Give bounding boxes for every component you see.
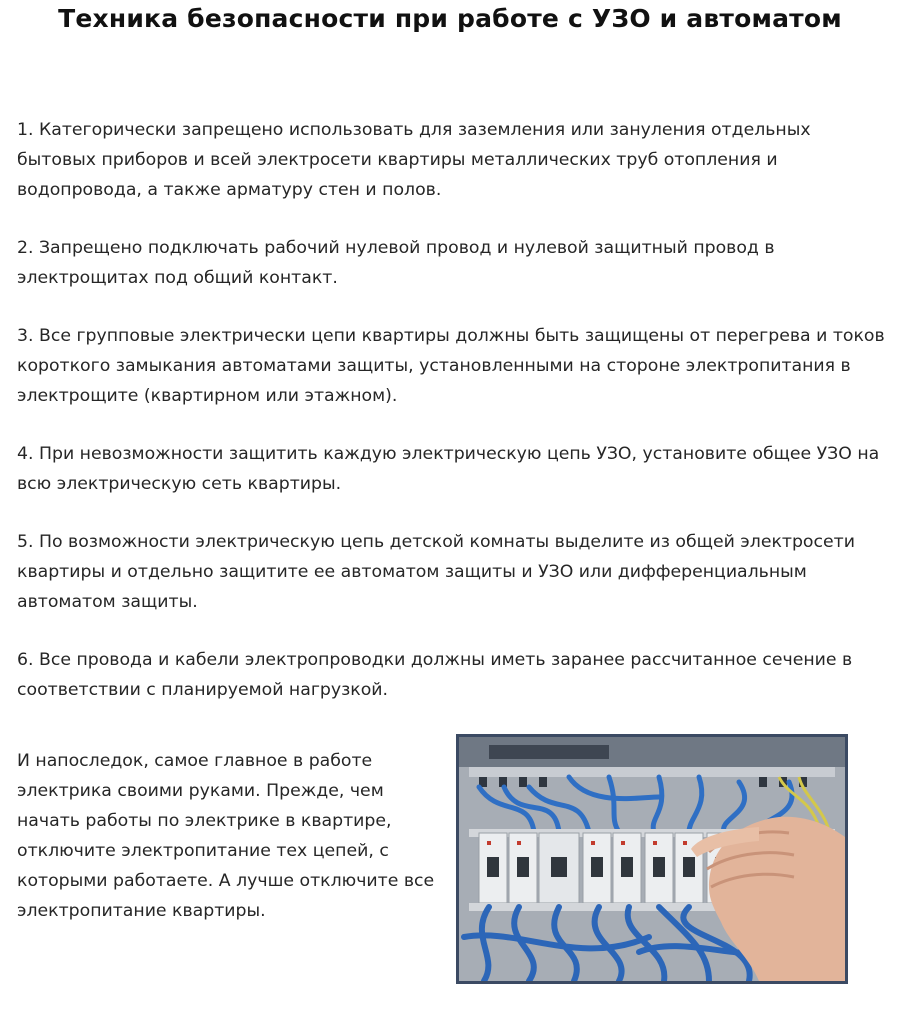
page-title: Техника безопасности при работе с УЗО и автоматом	[58, 4, 842, 33]
electrical-panel-illustration	[459, 737, 845, 981]
final-note: И напоследок, самое главное в работе электрика своими руками. Прежде, чем начать работы по электрике в квартире, отключите электропитание тех цепей, с которыми работаете. А лучше отключите все электропитание квартиры.	[17, 751, 435, 921]
rule-3: 3. Все групповые электрически цепи квартиры должны быть защищены от перегрева и токов короткого замыкания автоматами защиты, установленными на стороне электропитания в электрощите (квартирном или этажном).	[17, 326, 885, 406]
rule-6: 6. Все провода и кабели электропроводки должны иметь заранее рассчитанное сечение в соответствии с планируемой нагрузкой.	[17, 650, 853, 700]
rule-2: 2. Запрещено подключать рабочий нулевой провод и нулевой защитный провод в электрощитах под общий контакт.	[17, 238, 775, 288]
rules-list	[17, 115, 887, 733]
rule-1: 1. Категорически запрещено использовать для заземления или зануления отдельных бытовых приборов и всей электросети квартиры металлических труб отопления и водопровода, а также арматуру стен и полов.	[17, 120, 811, 200]
panel-label-strip	[489, 745, 609, 759]
electrical-panel-photo	[456, 734, 848, 984]
rule-4: 4. При невозможности защитить каждую электрическую цепь УЗО, установите общее УЗО на всю электрическую сеть квартиры.	[17, 444, 880, 494]
rule-5: 5. По возможности электрическую цепь детской комнаты выделите из общей электросети квартиры и отдельно защитите ее автоматом защиты и УЗО или дифференциальным автоматом защиты.	[17, 532, 855, 612]
